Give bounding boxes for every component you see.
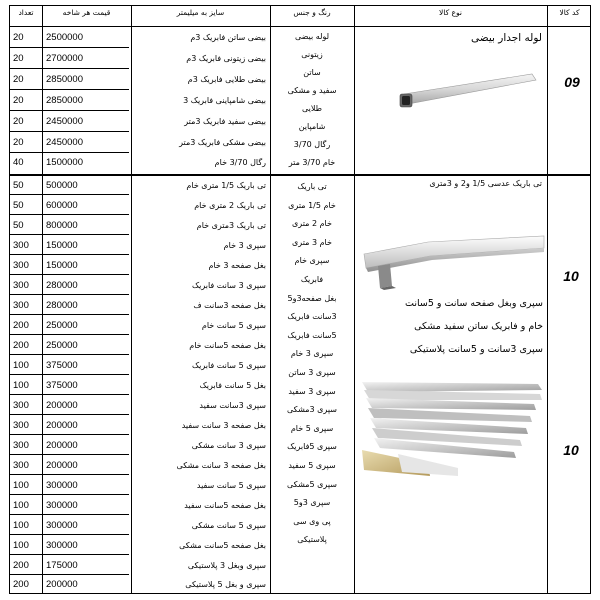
count-cell: 300 bbox=[13, 400, 29, 411]
price-cell: 200000 bbox=[46, 400, 78, 411]
size-cell: بغل صفحه 3 خام bbox=[208, 261, 266, 270]
price-cell: 375000 bbox=[46, 380, 78, 391]
size-cell: بغل صفحه 3سانت ف bbox=[193, 301, 266, 310]
size-cell: بیضی سفید فابریک 3متر bbox=[184, 117, 266, 126]
color-item: طلایی bbox=[301, 104, 323, 113]
size-cell: بغل 5 سانت فابریک bbox=[199, 381, 266, 390]
color-item: شامپاین bbox=[298, 122, 326, 131]
count-cell: 300 bbox=[13, 240, 29, 251]
price-cell: 375000 bbox=[46, 360, 78, 371]
price-cell: 175000 bbox=[46, 560, 78, 571]
price-cell: 2450000 bbox=[46, 137, 83, 148]
color-item: فابریک bbox=[300, 274, 324, 284]
color-item: سپری 3 خام bbox=[290, 349, 334, 359]
header-code: کد کالا bbox=[559, 8, 580, 17]
color-item: لوله بیضی bbox=[294, 32, 330, 41]
count-cell: 300 bbox=[13, 260, 29, 271]
size-cell: سپری 3 سانت فابریک bbox=[191, 281, 266, 290]
count-cell: 200 bbox=[13, 340, 29, 351]
color-item: سپری 5 خام bbox=[290, 423, 334, 433]
size-cell: تی باریک 2 متری خام bbox=[194, 201, 266, 210]
size-cell: سپری 5 سانت مشکی bbox=[191, 521, 266, 530]
size-cell: بیضی مشکی فابریک 3متر bbox=[179, 138, 266, 147]
color-item: بغل صفحه3و5 bbox=[287, 293, 337, 303]
product-desc bbox=[356, 292, 543, 361]
price-cell: 280000 bbox=[46, 300, 78, 311]
product-code: 09 bbox=[564, 74, 580, 90]
size-cell: بغل صفحه 3 سانت سفید bbox=[181, 421, 266, 430]
count-cell: 200 bbox=[13, 320, 29, 331]
price-cell: 300000 bbox=[46, 540, 78, 551]
color-item: خام 3 متری bbox=[292, 237, 332, 247]
size-cell: سپری و بغل 5 پلاستیکی bbox=[185, 580, 266, 589]
price-cell: 150000 bbox=[46, 240, 78, 251]
color-item: سپری 3مشکی bbox=[287, 405, 337, 415]
color-item: خام 3/70 متر bbox=[288, 158, 336, 167]
price-cell: 200000 bbox=[46, 460, 78, 471]
product-code: 10 bbox=[563, 268, 579, 284]
color-list bbox=[271, 178, 353, 550]
count-cell: 100 bbox=[13, 540, 29, 551]
count-cell: 20 bbox=[13, 53, 24, 64]
count-cell: 20 bbox=[13, 137, 24, 148]
count-cell: 200 bbox=[13, 560, 29, 571]
product-desc-line: سپری وبغل صفحه سانت و 5سانت bbox=[405, 298, 543, 309]
count-cell: 100 bbox=[13, 360, 29, 371]
color-item: خام 2 متری bbox=[292, 219, 332, 229]
color-item: سپری خام bbox=[294, 256, 330, 266]
count-cell: 300 bbox=[13, 420, 29, 431]
product-desc-line: خام و فابریک ساتن سفید مشکی bbox=[414, 321, 543, 332]
color-item: 5سانت فابریک bbox=[287, 330, 337, 340]
price-cell: 250000 bbox=[46, 320, 78, 331]
color-item: رگال 3/70 bbox=[293, 140, 331, 149]
count-cell: 20 bbox=[13, 95, 24, 106]
count-cell: 300 bbox=[13, 300, 29, 311]
size-cell: بغل صفحه 3 سانت مشکی bbox=[176, 461, 266, 470]
product-desc-line: سپری 3سانت و 5سانت پلاستیکی bbox=[409, 344, 543, 355]
size-cell: بغل صفحه 5سانت خام bbox=[189, 341, 266, 350]
color-item: سپری 5مشکی bbox=[287, 479, 337, 489]
header-price: قیمت هر شاخه bbox=[62, 8, 111, 17]
size-cell: سپری 3سانت سفید bbox=[199, 401, 266, 410]
price-cell: 200000 bbox=[46, 440, 78, 451]
count-cell: 50 bbox=[13, 180, 24, 191]
count-cell: 20 bbox=[13, 116, 24, 127]
size-cell: سپری 3 سانت مشکی bbox=[191, 441, 266, 450]
size-cell: بغل صفحه 5سانت مشکی bbox=[179, 541, 266, 550]
size-cell: بیضی ساتن فابریک 3م bbox=[190, 33, 266, 42]
price-cell: 150000 bbox=[46, 260, 78, 271]
price-cell: 300000 bbox=[46, 500, 78, 511]
price-cell: 200000 bbox=[46, 420, 78, 431]
count-cell: 300 bbox=[13, 440, 29, 451]
size-cell: بیضی زیتونی فابریک 3م bbox=[186, 54, 266, 63]
color-item: سپری 3 سفید bbox=[288, 386, 336, 396]
header-color: رنگ و جنس bbox=[293, 8, 331, 17]
price-cell: 2700000 bbox=[46, 53, 83, 64]
count-cell: 300 bbox=[13, 280, 29, 291]
size-cell: سپری 5 سانت فابریک bbox=[191, 361, 266, 370]
size-cell: سپری وبغل 3 پلاستیکی bbox=[187, 561, 266, 570]
size-cell: سپری 3 خام bbox=[223, 241, 266, 250]
size-cell: رگال 3/70 خام bbox=[214, 158, 266, 167]
count-cell: 100 bbox=[13, 480, 29, 491]
color-item: خام 1/5 متری bbox=[288, 200, 336, 210]
color-item: تی باریک bbox=[297, 182, 327, 191]
price-cell: 2850000 bbox=[46, 95, 83, 106]
price-cell: 200000 bbox=[46, 579, 78, 590]
color-item: ساتن bbox=[303, 68, 321, 77]
size-cell: بغل صفحه 5سانت سفید bbox=[184, 501, 266, 510]
size-cell: سپری 5 سانت خام bbox=[201, 321, 266, 330]
price-cell: 1500000 bbox=[46, 157, 83, 168]
profiles-image bbox=[358, 378, 544, 478]
color-list bbox=[271, 28, 353, 172]
color-item: پی وی سی bbox=[293, 516, 331, 526]
size-cell: سپری 5 سانت سفید bbox=[196, 481, 266, 490]
price-cell: 2500000 bbox=[46, 32, 83, 43]
count-cell: 200 bbox=[13, 579, 29, 590]
price-cell: 250000 bbox=[46, 340, 78, 351]
price-cell: 2450000 bbox=[46, 116, 83, 127]
size-cell: بیضی طلایی فابریک 3م bbox=[187, 75, 266, 84]
color-item: سپری 3و5 bbox=[293, 498, 331, 508]
count-cell: 50 bbox=[13, 220, 24, 231]
header-type: نوع کالا bbox=[439, 8, 462, 17]
color-item: سپری 5فابریک bbox=[287, 442, 337, 452]
count-cell: 20 bbox=[13, 32, 24, 43]
price-table bbox=[9, 5, 591, 594]
count-cell: 100 bbox=[13, 500, 29, 511]
count-cell: 40 bbox=[13, 157, 24, 168]
count-cell: 100 bbox=[13, 520, 29, 531]
color-item: پلاستیکی bbox=[297, 535, 327, 545]
count-cell: 50 bbox=[13, 200, 24, 211]
price-cell: 280000 bbox=[46, 280, 78, 291]
product-code: 10 bbox=[563, 442, 579, 458]
size-cell: بیضی شامپاینی فابریک 3 bbox=[183, 96, 266, 105]
size-cell: تی باریک 3متری خام bbox=[196, 221, 266, 230]
product-title: تی باریک عدسی 1/5 و2 و 3متری bbox=[429, 179, 542, 188]
header-size: سایز به میلیمتر bbox=[176, 8, 225, 17]
price-cell: 600000 bbox=[46, 200, 78, 211]
product-title: لوله اجدار بیضی bbox=[471, 32, 542, 44]
count-cell: 20 bbox=[13, 74, 24, 85]
price-cell: 800000 bbox=[46, 220, 78, 231]
color-item: سپری 5 سفید bbox=[288, 460, 336, 470]
price-cell: 500000 bbox=[46, 180, 78, 191]
size-cell: تی باریک 1/5 متری خام bbox=[186, 181, 266, 190]
color-item: زیتونی bbox=[301, 50, 323, 59]
price-cell: 300000 bbox=[46, 480, 78, 491]
color-item: 3سانت فابریک bbox=[287, 312, 337, 322]
tee-profile-image bbox=[356, 202, 546, 292]
count-cell: 300 bbox=[13, 460, 29, 471]
color-item: سپری 3 ساتن bbox=[288, 367, 336, 377]
tube-image bbox=[390, 70, 540, 116]
color-item: سفید و مشکی bbox=[287, 86, 337, 95]
header-count: تعداد bbox=[18, 8, 34, 17]
price-cell: 300000 bbox=[46, 520, 78, 531]
count-cell: 100 bbox=[13, 380, 29, 391]
price-cell: 2850000 bbox=[46, 74, 83, 85]
